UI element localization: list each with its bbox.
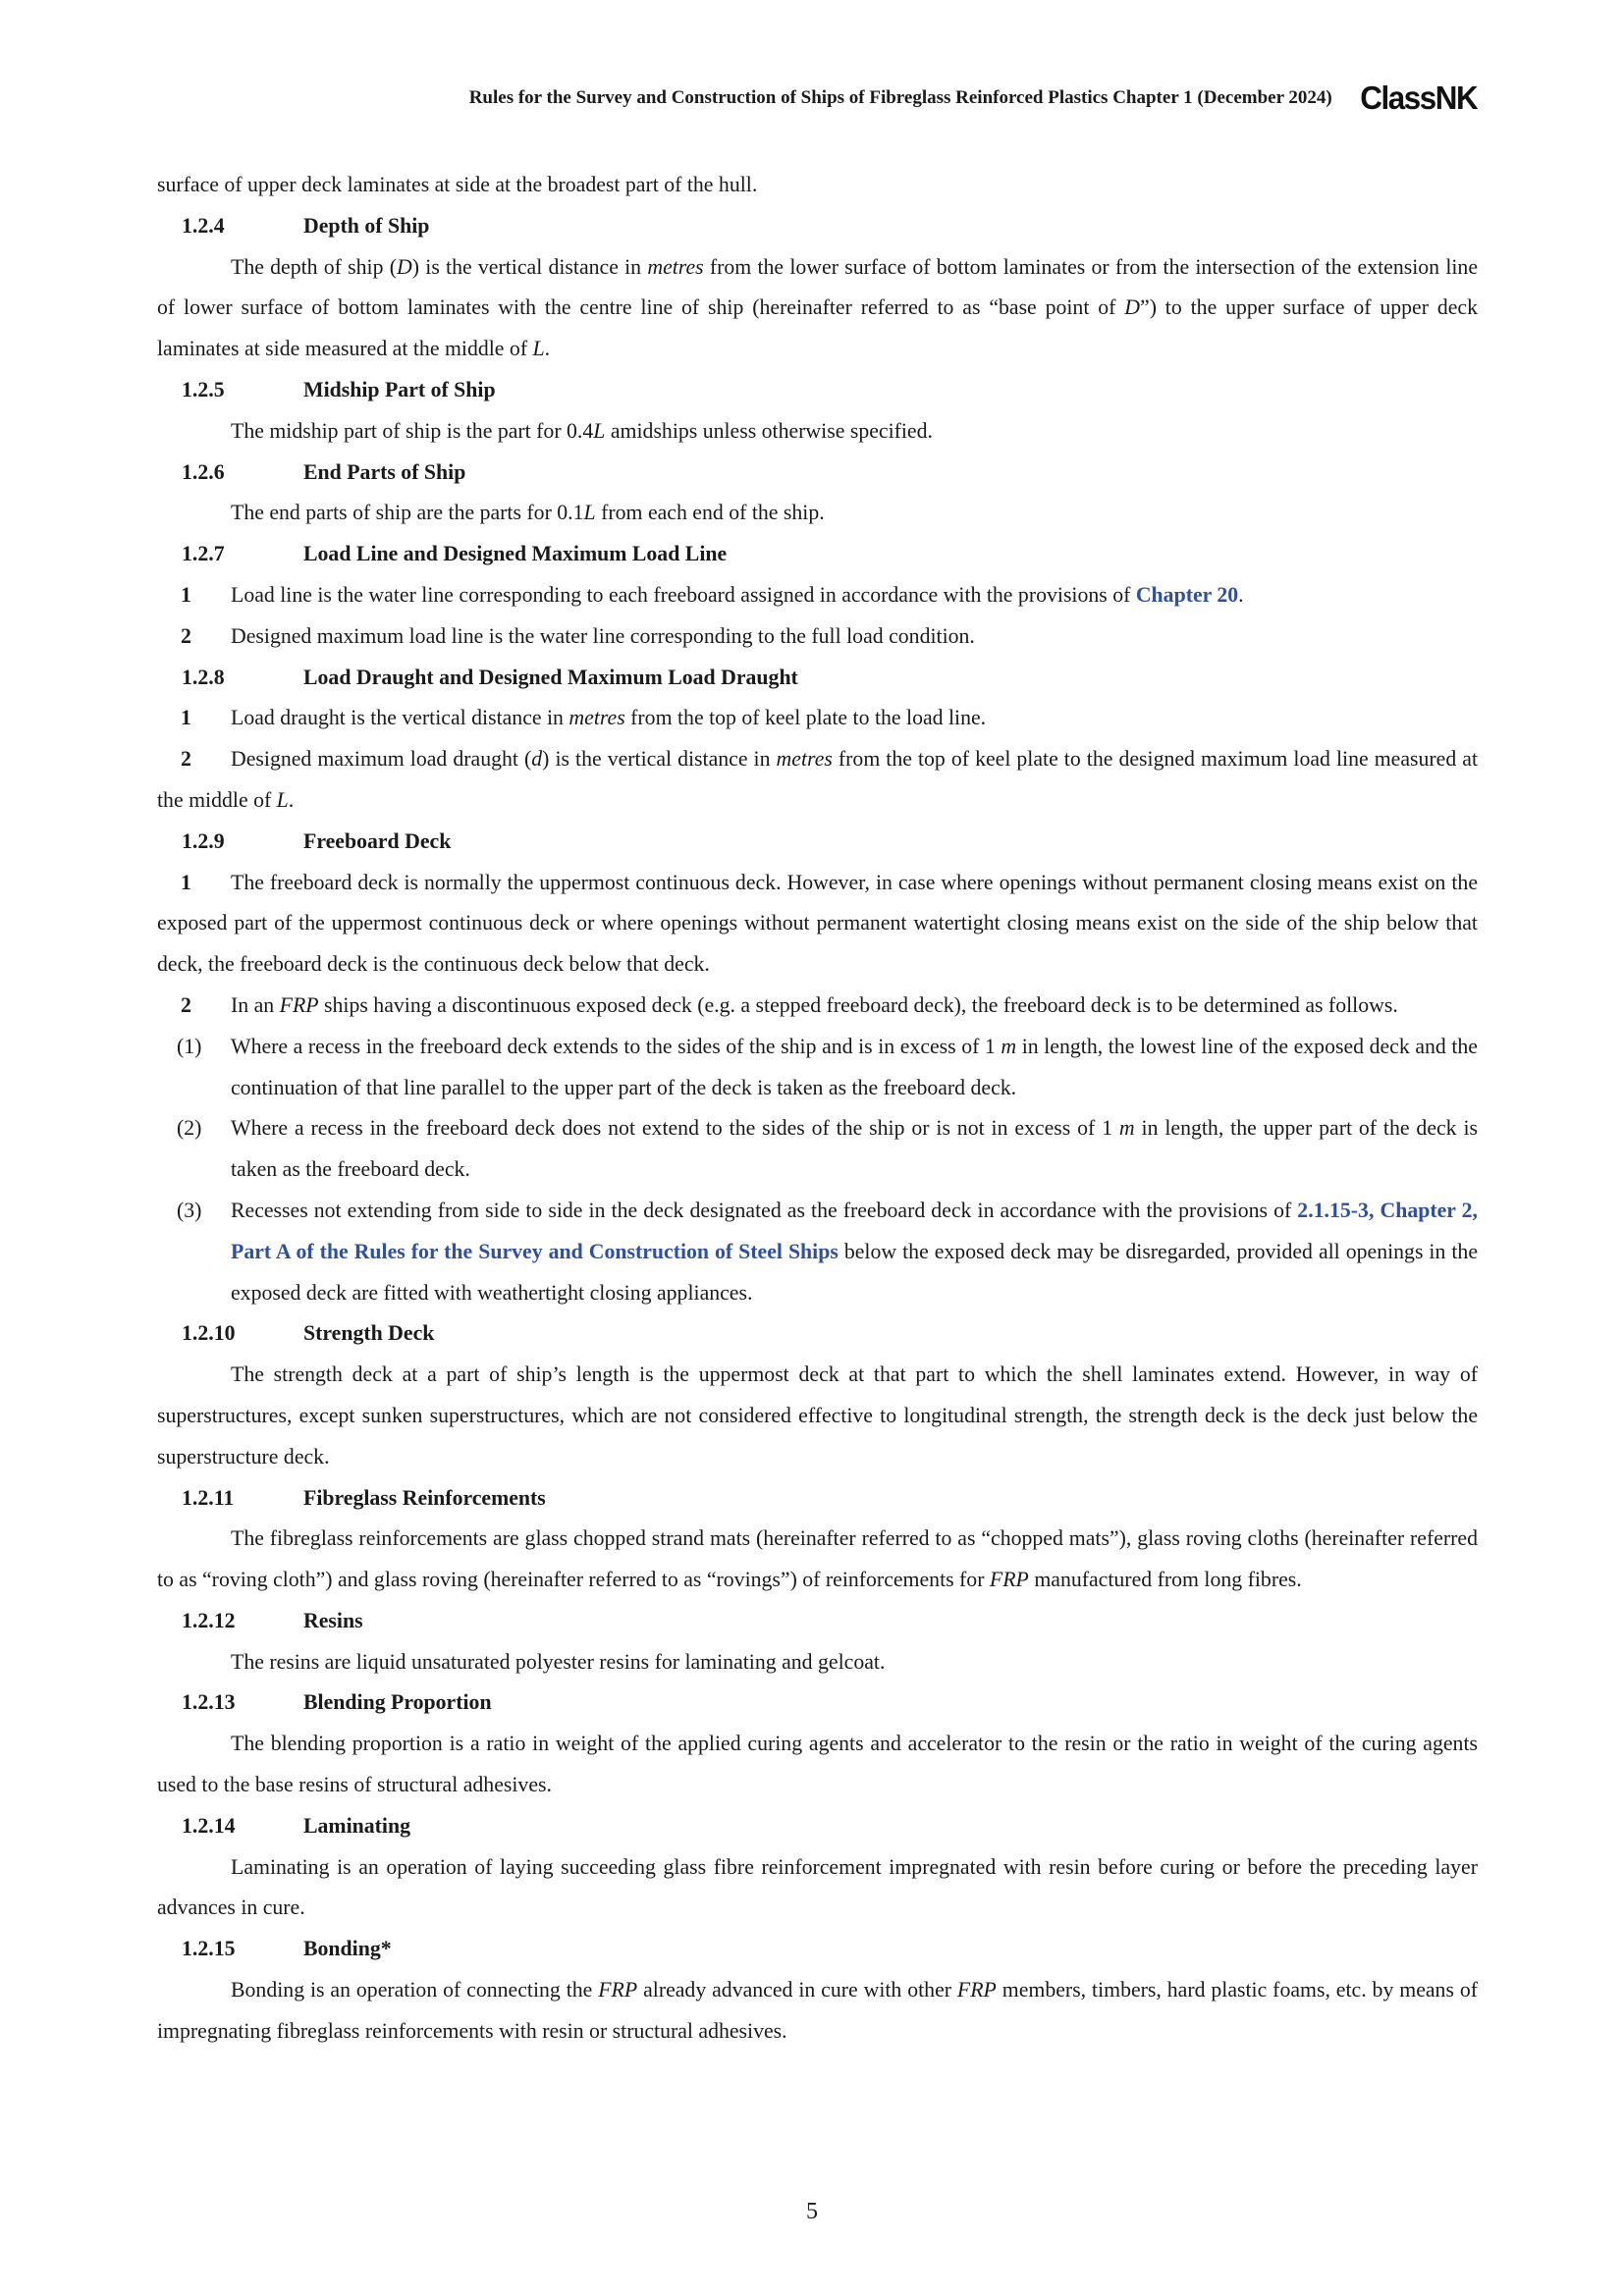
list-item-number: (1) <box>177 1034 202 1058</box>
text: already advanced in cure with other <box>637 1978 957 2002</box>
text-italic: FRP <box>956 1978 997 2002</box>
section-paragraph <box>157 247 1478 370</box>
section-title: Laminating <box>303 1813 411 1838</box>
text: Bonding is an operation of connecting the <box>231 1978 599 2002</box>
section-heading-1-2-4 <box>157 206 1478 247</box>
list-item <box>157 1191 1478 1313</box>
classnk-logo: ClassNK <box>1360 80 1477 116</box>
text: . <box>1238 582 1244 607</box>
paragraph-number: 1 <box>181 582 191 607</box>
section-number: 1.2.14 <box>182 1813 236 1838</box>
section-paragraph <box>157 1519 1478 1601</box>
paragraph-number: 2 <box>181 992 191 1017</box>
section-heading-1-2-12 <box>157 1601 1478 1642</box>
section-title: Freeboard Deck <box>303 828 452 853</box>
text: ”) to the upper surface of upper deck laminates at side measured at the middle of <box>157 295 1478 361</box>
section-title: Depth of Ship <box>303 213 430 238</box>
section-number: 1.2.15 <box>182 1937 236 1961</box>
text: in length, the upper part of the deck is taken as the freeboard deck. <box>231 1116 1478 1182</box>
section-heading-1-2-9 <box>157 822 1478 863</box>
text: Where a recess in the freeboard deck does not extend to the sides of the ship or is not in excess of 1 <box>231 1116 1119 1141</box>
section-title: Blending Proportion <box>303 1690 492 1715</box>
text-italic: L <box>593 418 606 443</box>
section-number: 1.2.4 <box>182 213 225 238</box>
section-number: 1.2.10 <box>182 1321 236 1346</box>
list-item-text <box>231 1191 1478 1313</box>
section-number: 1.2.12 <box>182 1608 236 1632</box>
paragraph-number: 2 <box>181 623 191 648</box>
text: The depth of ship ( <box>231 254 398 279</box>
section-number: 1.2.5 <box>182 377 225 401</box>
text: ) is the vertical distance in <box>542 747 777 772</box>
list-item-number: (2) <box>177 1116 202 1141</box>
numbered-paragraph <box>157 739 1478 822</box>
text: Designed maximum load line is the water line corresponding to the full load condition. <box>231 623 975 648</box>
text-italic: m <box>1118 1116 1135 1141</box>
chapter-20-link[interactable]: Chapter 20 <box>1135 582 1239 607</box>
text: amidships unless otherwise specified. <box>605 418 933 443</box>
section-number: 1.2.9 <box>182 828 225 853</box>
list-item <box>157 1027 1478 1109</box>
numbered-paragraph <box>157 863 1478 986</box>
section-heading-1-2-11 <box>157 1478 1478 1520</box>
text: ships having a discontinuous exposed deck (e.g. a stepped freeboard deck), the freeboard deck is to be determined as follows. <box>318 992 1398 1017</box>
section-title: Fibreglass Reinforcements <box>303 1485 546 1510</box>
section-number: 1.2.8 <box>182 665 225 689</box>
text: from the top of keel plate to the load line. <box>624 706 987 730</box>
section-title: Midship Part of Ship <box>303 377 496 401</box>
section-heading-1-2-14 <box>157 1806 1478 1847</box>
list-item-text <box>231 1108 1478 1191</box>
section-paragraph <box>157 1970 1478 2053</box>
section-number: 1.2.7 <box>182 542 225 566</box>
numbered-paragraph <box>157 575 1478 616</box>
list-item-number: (3) <box>177 1198 202 1222</box>
section-heading-1-2-15 <box>157 1929 1478 1970</box>
page-content <box>157 165 1478 2053</box>
text: Load line is the water line corresponding to each freeboard assigned in accordance with the provisions of <box>231 582 1136 607</box>
section-title: Resins <box>303 1608 363 1632</box>
text: In an <box>231 992 280 1017</box>
numbered-paragraph <box>157 616 1478 658</box>
section-paragraph: Laminating is an operation of laying succeeding glass fibre reinforcement impregnated with resin before curing or before the preceding layer advances in cure. <box>157 1854 1478 1920</box>
section-paragraph <box>157 411 1478 453</box>
section-heading-1-2-6 <box>157 453 1478 494</box>
running-header-title: Rules for the Survey and Construction of Ships of Fibreglass Reinforced Plastics Chapter 1 (December 2024) <box>468 87 1332 108</box>
section-title: Load Draught and Designed Maximum Load Draught <box>303 665 798 689</box>
list-item-text <box>231 1027 1478 1109</box>
section-number: 1.2.11 <box>182 1485 235 1510</box>
section-paragraph: The strength deck at a part of ship’s length is the uppermost deck at that part to which the shell laminates extend. However, in way of superstructures, except sunken superstructures, which are not considered effective to longitudinal strength, the strength deck is the deck just below the superstructure deck. <box>157 1362 1478 1468</box>
text: . <box>288 787 295 812</box>
text: from each end of the ship. <box>595 501 825 525</box>
text-italic: D <box>397 254 412 279</box>
text: members, timbers, hard plastic foams, etc. by means of impregnating fibreglass reinforcements with resin or structural adhesives. <box>157 1978 1478 2043</box>
text-italic: metres <box>776 747 833 772</box>
text: in length, the lowest line of the exposed deck and the continuation of that line parallel to the upper part of the deck is taken as the freeboard deck. <box>231 1034 1478 1099</box>
paragraph-number: 1 <box>181 870 191 894</box>
text: The midship part of ship is the part for 0.4 <box>231 418 594 443</box>
text-italic: metres <box>647 254 704 279</box>
numbered-paragraph <box>157 986 1478 1027</box>
section-title: Load Line and Designed Maximum Load Line <box>303 542 728 566</box>
text-italic: L <box>532 337 545 361</box>
section-paragraph: The blending proportion is a ratio in weight of the applied curing agents and accelerator to the resin or the ratio in weight of the curing agents used to the base resins of structural adhesives. <box>157 1732 1478 1797</box>
text-italic: m <box>1001 1034 1017 1058</box>
numbered-paragraph <box>157 698 1478 739</box>
section-paragraph <box>157 493 1478 534</box>
text: from the top of keel plate to the designed maximum load line measured at the middle of <box>157 747 1478 812</box>
section-number: 1.2.13 <box>182 1690 236 1715</box>
page-header <box>157 75 1477 122</box>
list-item <box>157 1108 1478 1191</box>
text: below the exposed deck may be disregarded, provided all openings in the exposed deck are fitted with weathertight closing appliances. <box>231 1239 1478 1305</box>
text: . <box>544 337 551 361</box>
text: ) is the vertical distance in <box>411 254 648 279</box>
text-italic: L <box>276 787 289 812</box>
section-heading-1-2-13 <box>157 1682 1478 1724</box>
text: The fibreglass reinforcements are glass chopped strand mats (hereinafter referred to as “chopped mats”), glass roving cloths (hereinafter referred to as “roving cloth”) and glass roving (hereinafter referred to as “rovings”) of reinforcements for <box>157 1526 1478 1592</box>
section-title: Strength Deck <box>303 1321 435 1346</box>
text: manufactured from long fibres. <box>1028 1568 1302 1592</box>
text: Designed maximum load draught ( <box>231 747 532 772</box>
steel-ships-rules-link[interactable]: 2.1.15-3, Chapter 2, Part A of the Rules for the Survey and Construction of Steel Ships <box>231 1198 1478 1263</box>
text-italic: FRP <box>989 1568 1029 1592</box>
text-italic: D <box>1124 295 1141 320</box>
section-heading-1-2-5 <box>157 370 1478 411</box>
text: Recesses not extending from side to side in the deck designated as the freeboard deck in accordance with the provisions of <box>231 1198 1298 1222</box>
text-italic: metres <box>568 706 625 730</box>
text-italic: d <box>531 747 543 772</box>
text: from the lower surface of bottom laminates or from the intersection of the extension line of lower surface of bottom laminates with the centre line of ship (hereinafter referred to as “base point of <box>157 254 1479 320</box>
paragraph-number: 1 <box>181 706 191 730</box>
text: Where a recess in the freeboard deck extends to the sides of the ship and is in excess of 1 <box>231 1034 1001 1058</box>
text: Load draught is the vertical distance in <box>231 706 569 730</box>
text: The freeboard deck is normally the uppermost continuous deck. However, in case where openings without permanent closing means exist on the exposed part of the uppermost continuous deck or where openings without permanent watertight closing means exist on the side of the ship below that deck, the freeboard deck is the continuous deck below that deck. <box>157 870 1478 977</box>
section-paragraph: The resins are liquid unsaturated polyester resins for laminating and gelcoat. <box>231 1649 886 1674</box>
section-heading-1-2-8 <box>157 658 1478 699</box>
section-heading-1-2-10 <box>157 1313 1478 1355</box>
section-heading-1-2-7 <box>157 534 1478 575</box>
section-number: 1.2.6 <box>182 459 225 484</box>
page-number: 5 <box>806 2199 818 2224</box>
text-italic: FRP <box>598 1978 638 2002</box>
continued-paragraph: surface of upper deck laminates at side at the broadest part of the hull. <box>157 173 758 196</box>
text-italic: FRP <box>279 992 319 1017</box>
text: The end parts of ship are the parts for 0.1 <box>231 501 584 525</box>
section-title: End Parts of Ship <box>303 459 466 484</box>
text-italic: L <box>583 501 596 525</box>
section-title: Bonding* <box>303 1937 392 1961</box>
paragraph-number: 2 <box>181 747 191 772</box>
